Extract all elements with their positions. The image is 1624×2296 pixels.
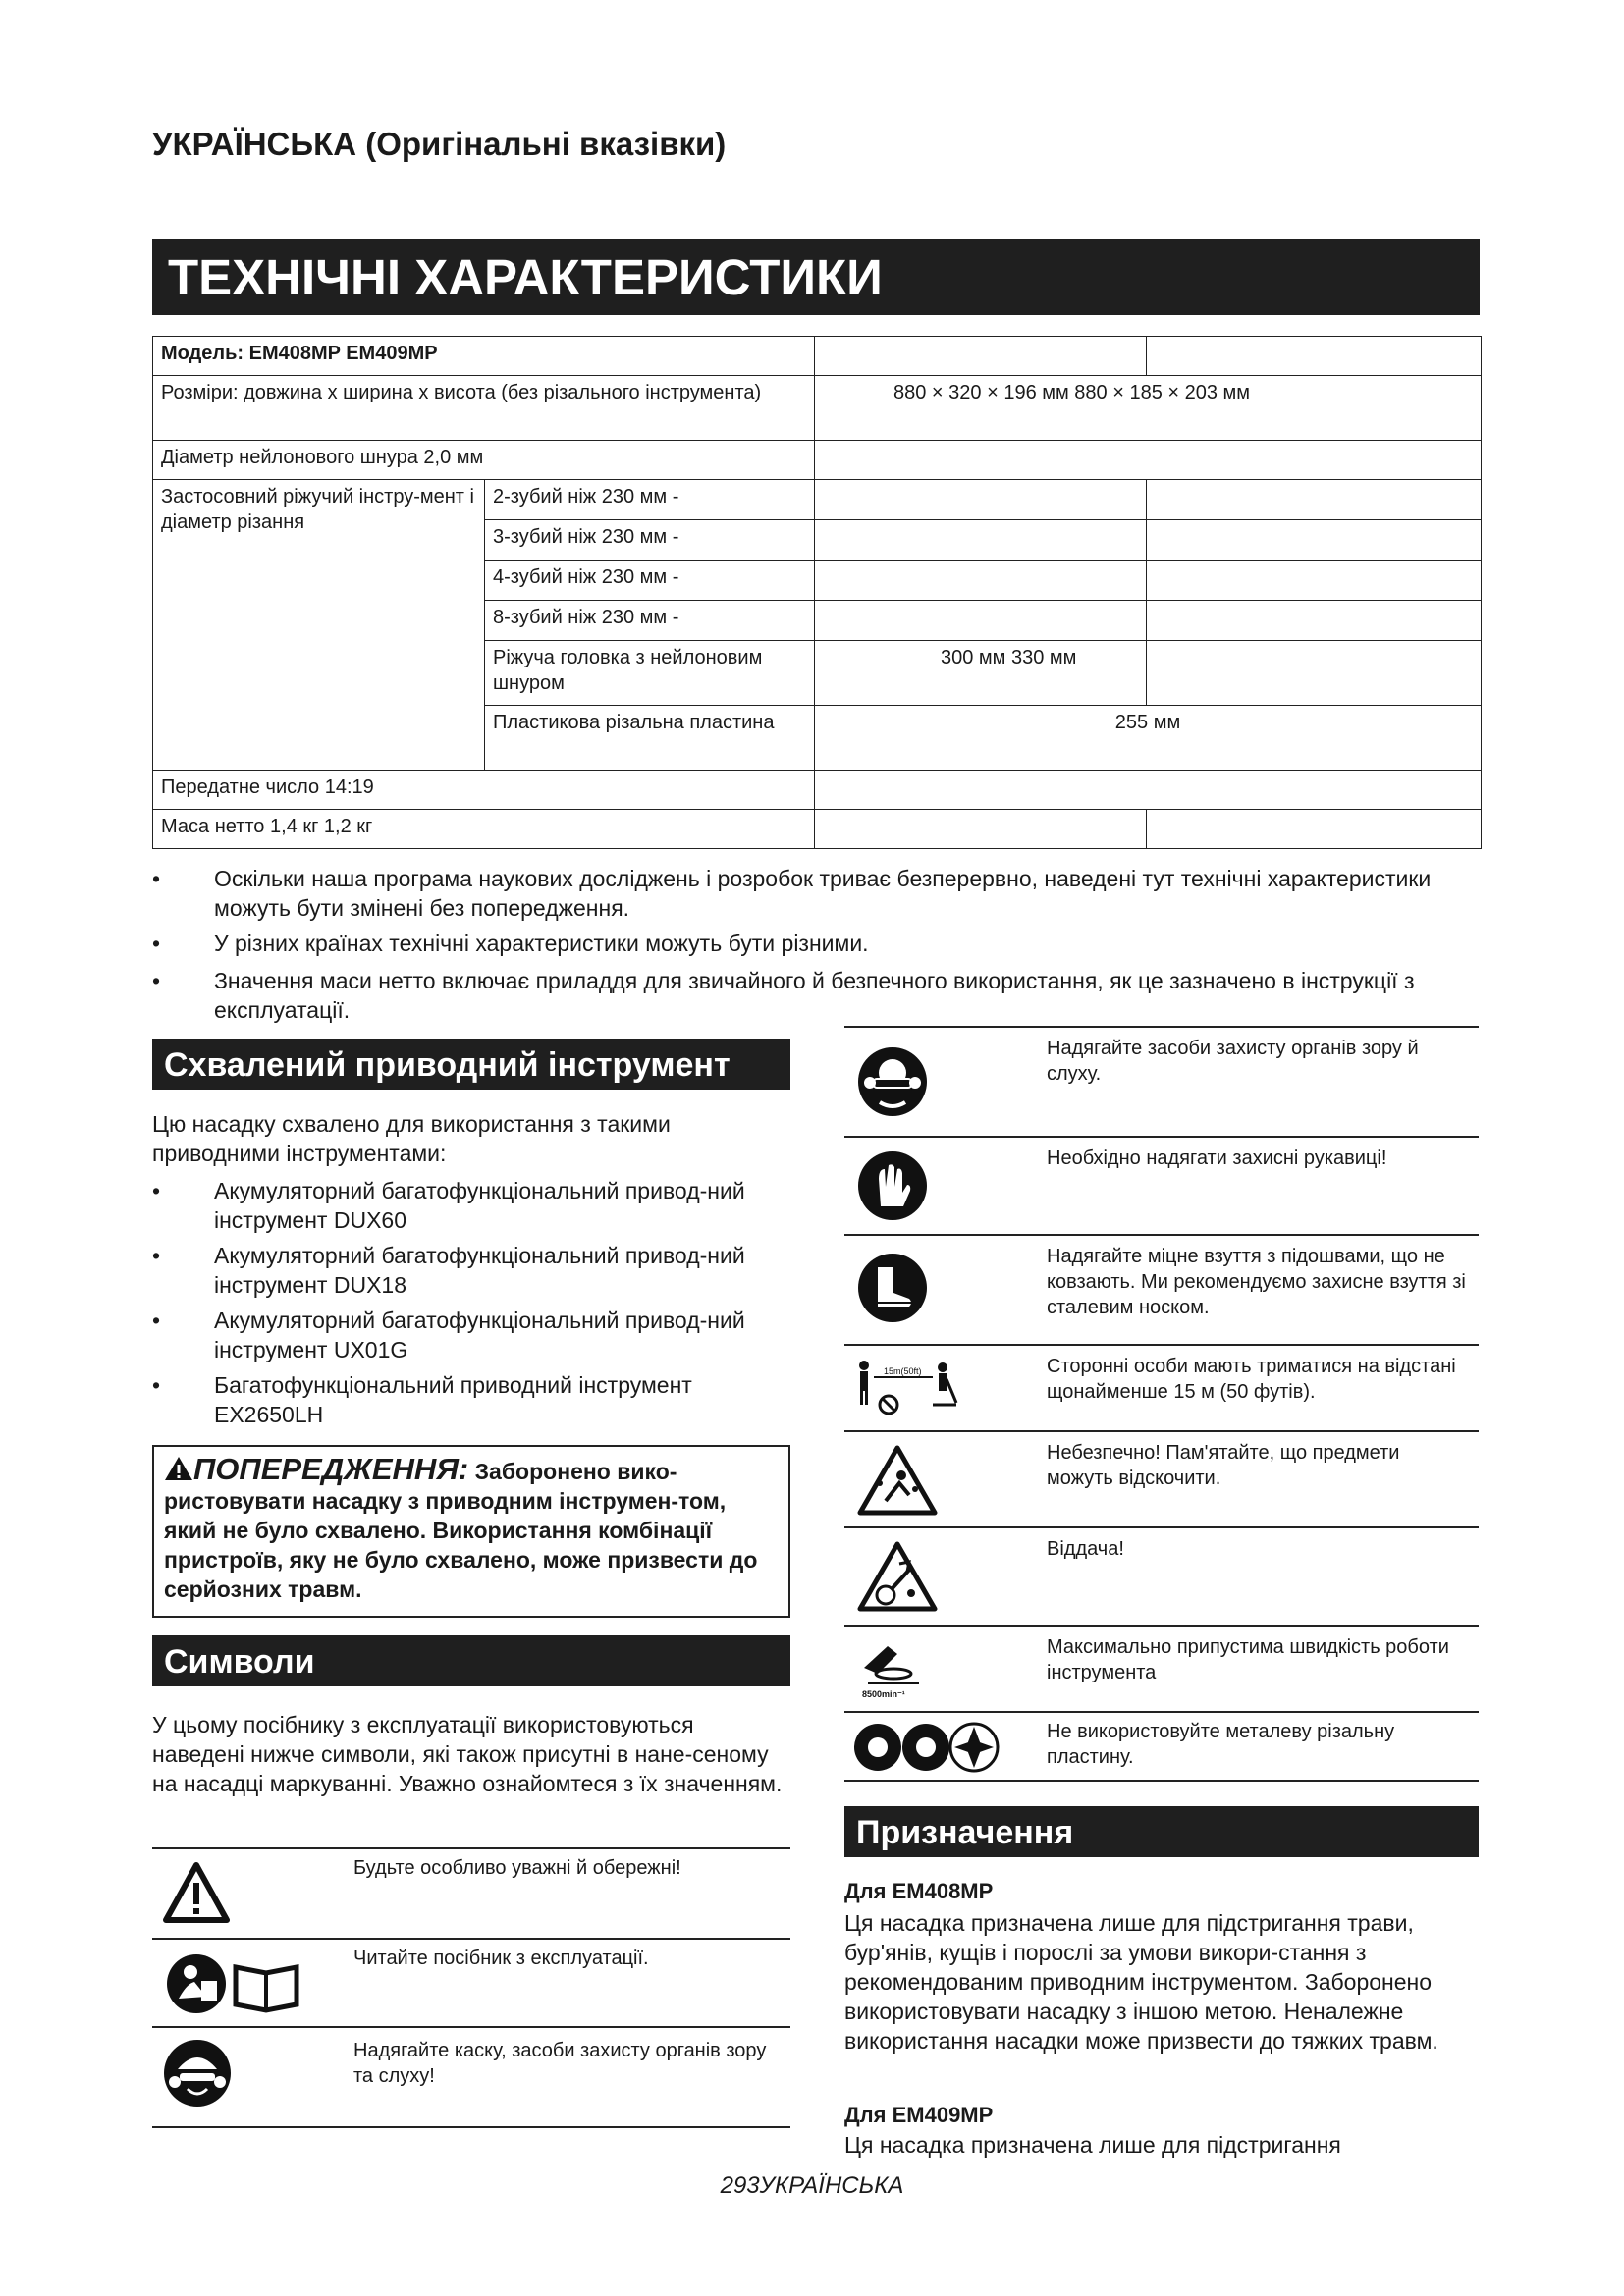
em409-text: Ця насадка призначена лише для підстригання — [844, 2132, 1341, 2158]
svg-text:8500min⁻¹: 8500min⁻¹ — [862, 1689, 905, 1699]
nylon-diameter: Діаметр нейлонового шнура 2,0 мм — [153, 441, 815, 480]
gloves-icon — [856, 1149, 929, 1227]
spec-note: • Значення маси нетто включає приладдя для звичайного й безпечного використання, як це зазначено в інструкції з експлуатації. — [152, 968, 1415, 1023]
approved-title: Схвалений приводний інструмент — [152, 1039, 790, 1090]
em408-heading: Для EM408MP — [844, 1879, 994, 1903]
symbol-row: Не використовуйте металеву різальну пластину. — [844, 1711, 1479, 1780]
model-label: Модель: EM408MP EM409MP — [153, 337, 815, 376]
cutting-row-name: 4-зубий ніж 230 мм - — [485, 561, 815, 601]
boots-icon — [856, 1252, 929, 1329]
read-manual-icon — [162, 1949, 309, 2023]
spec-table — [152, 336, 1482, 849]
symbols-title: Символи — [152, 1635, 790, 1686]
nylon-head-value: 300 мм 330 мм — [815, 641, 1147, 706]
goggles-earmuffs-icon — [856, 1045, 929, 1123]
dimensions-label: Розміри: довжина x ширина x висота (без різального інструмента) — [153, 376, 815, 441]
warning-triangle-icon — [162, 1859, 231, 1933]
language-title: УКРАЇНСЬКА (Оригінальні вказівки) — [152, 126, 727, 162]
symbol-row: Необхідно надягати захисні рукавиці! — [844, 1136, 1479, 1234]
kickback-icon — [856, 1540, 939, 1618]
symbol-row: 15m(50ft) Сторонні особи мають триматися на відстані щонайменше 15 м (50 футів). — [844, 1344, 1479, 1430]
keep-distance-icon — [854, 1358, 962, 1425]
helmet-goggles-earmuffs-icon — [162, 2038, 233, 2113]
spec-note: • У різних країнах технічні характеристики можуть бути різними. — [152, 931, 869, 956]
warning-triangle-icon — [164, 1456, 193, 1481]
symbol-table-end — [844, 1780, 1479, 1782]
page-footer: 293УКРАЇНСЬКА — [720, 2172, 904, 2199]
svg-text:15m(50ft): 15m(50ft) — [884, 1366, 922, 1376]
symbol-table-end — [152, 2126, 790, 2128]
approved-item: • Акумуляторний багатофункціональний привод-ний інструмент DUX60 — [152, 1178, 745, 1233]
symbol-row: Будьте особливо уважні й обережні! — [152, 1847, 790, 1938]
symbol-row: Надягайте каску, засоби захисту органів зору та слуху! — [152, 2026, 790, 2126]
symbol-row: Надягайте засоби захисту органів зору й слуху. — [844, 1026, 1479, 1136]
approved-item: • Акумуляторний багатофункціональний привод-ний інструмент UX01G — [152, 1308, 745, 1362]
cutting-row-name: 3-зубий ніж 230 мм - — [485, 520, 815, 561]
symbol-row: Небезпечно! Пам'ятайте, що предмети можуть відскочити. — [844, 1430, 1479, 1526]
max-speed-icon — [854, 1634, 937, 1708]
symbol-row: 8500min⁻¹ Максимально припустима швидкість роботи інструмента — [844, 1625, 1479, 1711]
approved-item: • Багатофункціональний приводний інструмент EX2650LH — [152, 1372, 692, 1427]
warning-title: ПОПЕРЕДЖЕННЯ: — [193, 1452, 469, 1486]
approved-intro: Цю насадку схвалено для використання з такими приводними інструментами: — [152, 1111, 671, 1166]
purpose-title: Призначення — [844, 1806, 1479, 1857]
symbol-row: Надягайте міцне взуття з підошвами, що не ковзають. Ми рекомендуємо захисне взуття зі сталевим носком. — [844, 1234, 1479, 1344]
plastic-blade-value: 255 мм — [815, 706, 1482, 771]
warning-box — [152, 1445, 790, 1618]
em409-heading: Для EM409MP — [844, 2103, 994, 2127]
em408-text: Ця насадка призначена лише для підстригання трави, бур'янів, кущів і порослі за умови викори-стання з рекомендованим приводним інструментом. Заборонено використовувати насадку з іншою метою. Неналежне використання насадки може призвести до тяжких травм. — [844, 1910, 1438, 2054]
dimensions-value: 880 × 320 × 196 мм 880 × 185 × 203 мм — [815, 376, 1482, 441]
gear-ratio: Передатне число 14:19 — [153, 771, 815, 810]
approved-item: • Акумуляторний багатофункціональний привод-ний інструмент DUX18 — [152, 1243, 745, 1298]
thrown-objects-icon — [856, 1444, 939, 1522]
cutting-row-name: Ріжуча головка з нейлоновим шнуром — [485, 641, 815, 706]
net-weight: Маса нетто 1,4 кг 1,2 кг — [153, 810, 815, 849]
symbol-row: Віддача! — [844, 1526, 1479, 1625]
cutting-row-name: 2-зубий ніж 230 мм - — [485, 480, 815, 520]
specs-title: ТЕХНІЧНІ ХАРАКТЕРИСТИКИ — [152, 239, 1480, 315]
symbol-row: Читайте посібник з експлуатації. — [152, 1938, 790, 2026]
warning-text: Заборонено вико-ристовувати насадку з приводним інструмен-том, який не було схвалено. Використання комбінації пристроїв, яку не було схвалено, може призвести до серйозних травм. — [164, 1459, 758, 1602]
cutting-tool-label: Застосовний ріжучий інстру-мент і діаметр різання — [153, 480, 485, 771]
spec-note: • Оскільки наша програма наукових досліджень і розробок триває безперервно, наведені тут технічні характеристики можуть бути змінені без попередження. — [152, 866, 1432, 921]
cutting-row-name: 8-зубий ніж 230 мм - — [485, 601, 815, 641]
no-metal-blade-icon — [852, 1719, 1000, 1781]
symbols-intro: У цьому посібнику з експлуатації використовуються наведені нижче символи, які також присутні в нане-сеному на насадці маркуванні. Уважно ознайомтеся з їх значенням. — [152, 1712, 783, 1796]
cutting-row-name: Пластикова різальна пластина — [485, 706, 815, 771]
